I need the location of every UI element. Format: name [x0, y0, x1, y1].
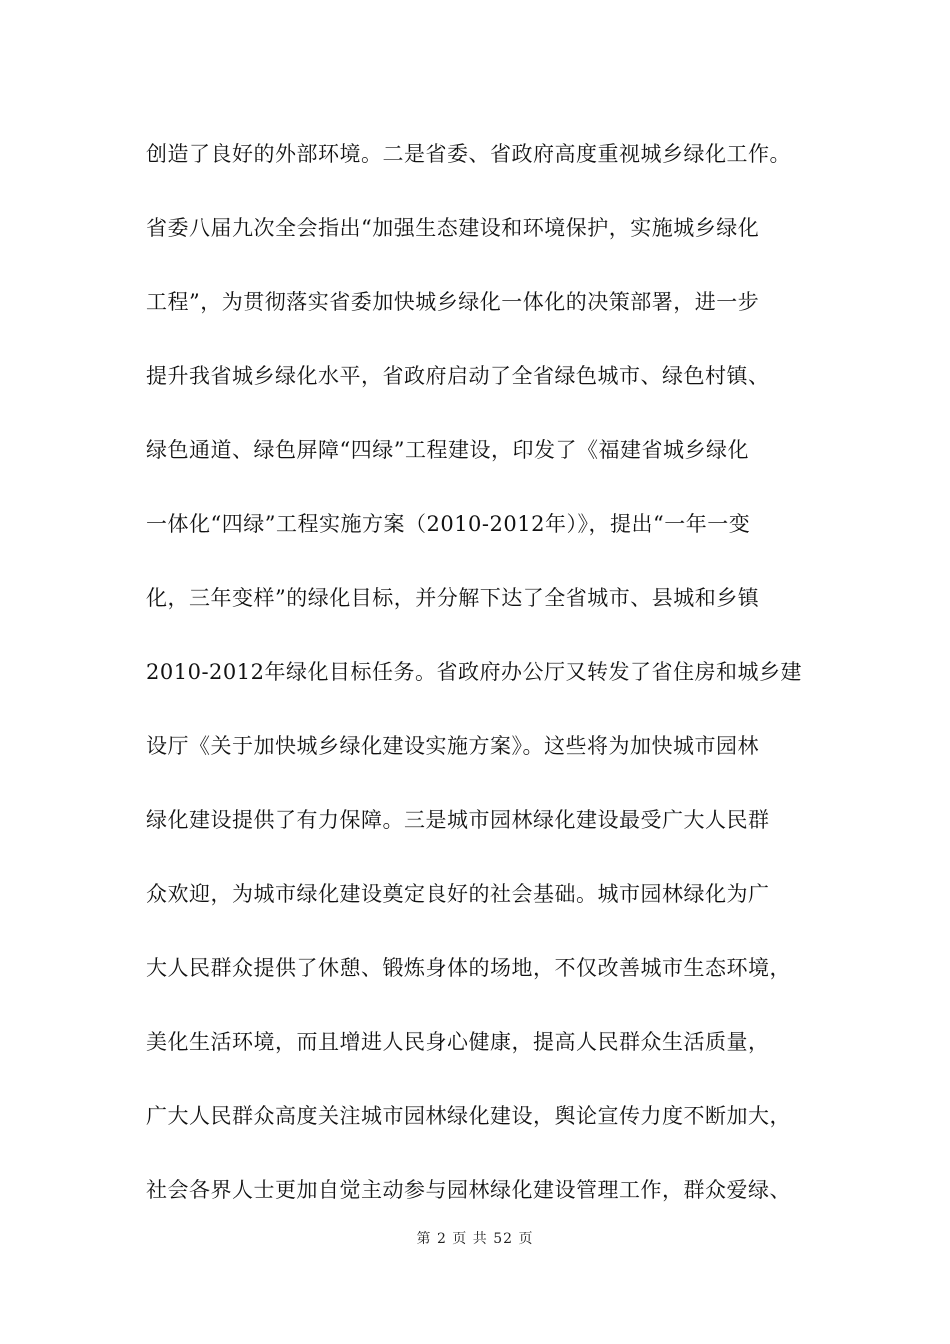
text-line: 绿色通道、绿色屏障“四绿”工程建设，印发了《福建省城乡绿化: [146, 438, 749, 462]
text-line: 省委八届九次全会指出“加强生态建设和环境保护，实施城乡绿化: [146, 216, 760, 240]
text-line: 创造了良好的外部环境。二是省委、省政府高度重视城乡绿化工作。: [146, 142, 791, 166]
page-number: 第 2 页 共 52 页: [416, 1231, 534, 1247]
text-line: 设厅《关于加快城乡绿化建设实施方案》。这些将为加快城市园林: [146, 734, 759, 758]
text-line: 提升我省城乡绿化水平，省政府启动了全省绿色城市、绿色村镇、: [146, 364, 770, 388]
text-line: 工程”，为贯彻落实省委加快城乡绿化一体化的决策部署，进一步: [146, 290, 760, 314]
text-line: 化，三年变样”的绿化目标，并分解下达了全省城市、县城和乡镇: [146, 586, 760, 610]
text-line: 2010-2012年绿化目标任务。省政府办公厅又转发了省住房和城乡建: [146, 660, 802, 684]
text-line: 美化生活环境，而且增进人民身心健康，提高人民群众生活质量，: [146, 1030, 770, 1054]
text-line: 大人民群众提供了休憩、锻炼身体的场地，不仅改善城市生态环境，: [146, 956, 791, 980]
page-footer: [0, 1228, 950, 1248]
text-line: 一体化“四绿”工程实施方案（2010-2012年）》，提出“一年一变: [146, 512, 751, 536]
body-paragraph: [146, 128, 826, 1238]
text-line: 众欢迎，为城市绿化建设奠定良好的社会基础。城市园林绿化为广: [146, 882, 770, 906]
text-line: 社会各界人士更加自觉主动参与园林绿化建设管理工作，群众爱绿、: [146, 1178, 791, 1202]
text-line: 广大人民群众高度关注城市园林绿化建设，舆论宣传力度不断加大，: [146, 1104, 791, 1128]
text-line: 绿化建设提供了有力保障。三是城市园林绿化建设最受广大人民群: [146, 808, 770, 832]
